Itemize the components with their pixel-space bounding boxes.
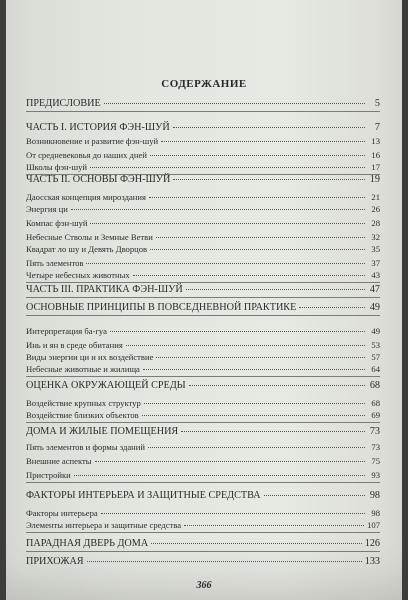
section-divider [26, 111, 380, 112]
toc-entry [26, 508, 380, 518]
toc-entry [26, 470, 380, 480]
toc-entry [26, 270, 380, 280]
toc-entry-page: 43 [371, 270, 380, 280]
toc-entry-page: 7 [374, 122, 380, 133]
dot-leader [143, 369, 365, 370]
dot-leader [144, 403, 365, 404]
dot-leader [110, 331, 365, 332]
toc-entry [26, 456, 380, 466]
toc-entry-title: ПРЕДИСЛОВИЕ [26, 98, 101, 109]
toc-entry-title: ДОМА И ЖИЛЫЕ ПОМЕЩЕНИЯ [26, 426, 179, 437]
toc-entry-page: 107 [367, 520, 380, 530]
toc-entry-page: 21 [371, 192, 380, 202]
toc-entry [26, 244, 380, 254]
toc-entry-page: 93 [371, 470, 380, 480]
section-divider [26, 532, 380, 533]
toc-entry-page: 17 [371, 162, 380, 172]
toc-entry [26, 232, 380, 242]
toc-entry [26, 284, 380, 295]
toc-entry-page: 28 [371, 218, 380, 228]
dot-leader [173, 127, 365, 128]
toc-entry [26, 426, 380, 437]
toc-entry-page: 19 [369, 174, 380, 185]
dot-leader [156, 237, 365, 238]
toc-entry-page: 68 [371, 398, 380, 408]
dot-leader [101, 513, 365, 514]
toc-entry-title: Квадрат ло шу и Девять Дворцов [26, 244, 148, 254]
toc-entry-page: 16 [371, 150, 380, 160]
section-divider [26, 482, 380, 483]
section-divider [26, 282, 380, 283]
toc-entry [26, 136, 380, 146]
dot-leader [161, 141, 365, 142]
toc-entry [26, 556, 380, 567]
toc-entry-title: Небесные Стволы и Земные Ветви [26, 232, 153, 242]
toc-entry-page: 53 [371, 340, 380, 350]
toc-entry-page: 73 [371, 442, 380, 452]
toc-entry-title: Элементы интерьера и защитные средства [26, 520, 182, 530]
toc-entry-page: 37 [371, 258, 380, 268]
toc-entry [26, 204, 380, 214]
dot-leader [151, 543, 362, 544]
toc-entry-title: ОЦЕНКА ОКРУЖАЮЩЕЙ СРЕДЫ [26, 380, 186, 391]
toc-entry-title: ЧАСТЬ I. ИСТОРИЯ ФЭН-ШУЙ [26, 122, 170, 133]
toc-entry-title: ПАРАДНАЯ ДВЕРЬ ДОМА [26, 538, 149, 549]
toc-entry-title: Воздействие близких объектов [26, 410, 139, 420]
toc-entry-title: ЧАСТЬ III. ПРАКТИКА ФЭН-ШУЙ [26, 284, 183, 295]
toc-entry [26, 442, 380, 452]
toc-entry [26, 98, 380, 109]
toc-entry-page: 126 [364, 538, 380, 549]
toc-entry-title: Пять элементов и формы зданий [26, 442, 145, 452]
toc-entry-title: Компас фэн-шуй [26, 218, 88, 228]
toc-entry-page: 73 [369, 426, 380, 437]
toc-entry-page: 35 [371, 244, 380, 254]
toc-entry-page: 57 [371, 352, 380, 362]
toc-entry [26, 398, 380, 408]
toc-entry-title: Энергия ци [26, 204, 68, 214]
dot-leader [90, 223, 365, 224]
dot-leader [104, 103, 365, 104]
dot-leader [149, 197, 365, 198]
dot-leader [299, 307, 365, 308]
dot-leader [264, 495, 365, 496]
dot-leader [148, 447, 365, 448]
toc-entry [26, 520, 380, 530]
dot-leader [150, 249, 365, 250]
dot-leader [186, 289, 365, 290]
toc-entry-title: Факторы интерьера [26, 508, 98, 518]
toc-entry-title: От средневековья до наших дней [26, 150, 147, 160]
dot-leader [86, 263, 365, 264]
dot-leader [189, 385, 365, 386]
toc-entry [26, 340, 380, 350]
toc-entry-title: ФАКТОРЫ ИНТЕРЬЕРА И ЗАЩИТНЫЕ СРЕДСТВА [26, 490, 261, 501]
toc-entry-title: Инь и ян в среде обитания [26, 340, 123, 350]
toc-entry [26, 174, 380, 185]
toc-entry-title: Пристройки [26, 470, 71, 480]
toc-entry [26, 302, 380, 313]
toc-entry [26, 410, 380, 420]
toc-entry [26, 162, 380, 172]
toc-entry-title: Школы фэн-шуй [26, 162, 88, 172]
dot-leader [87, 561, 362, 562]
toc-entry [26, 364, 380, 374]
toc-entry [26, 192, 380, 202]
book-page [6, 0, 402, 600]
toc-entry [26, 380, 380, 391]
toc-entry-title: Даосская концепция мироздания [26, 192, 146, 202]
section-divider [26, 376, 380, 377]
dot-leader [156, 357, 365, 358]
toc-entry-title: Внешние аспекты [26, 456, 92, 466]
toc-entry-title: Пять элементов [26, 258, 84, 268]
toc-entry [26, 218, 380, 228]
toc-entry [26, 490, 380, 501]
toc-entry [26, 122, 380, 133]
toc-entry-page: 26 [371, 204, 380, 214]
toc-entry-page: 68 [369, 380, 380, 391]
toc-entry-page: 49 [371, 326, 380, 336]
dot-leader [181, 431, 365, 432]
page-number: 366 [196, 580, 212, 591]
toc-entry-title: Интерпретация ба-гуа [26, 326, 107, 336]
toc-entry-page: 133 [364, 556, 380, 567]
dot-leader [95, 461, 365, 462]
dot-leader [173, 179, 365, 180]
toc-entry-page: 98 [371, 508, 380, 518]
toc-entry-page: 49 [369, 302, 380, 313]
toc-entry [26, 352, 380, 362]
toc-entry-title: Возникновение и развитие фэн-шуй [26, 136, 159, 146]
toc-entry-title: ПРИХОЖАЯ [26, 556, 84, 567]
toc-entry-title: ОСНОВНЫЕ ПРИНЦИПЫ В ПОВСЕДНЕВНОЙ ПРАКТИКЕ [26, 302, 297, 313]
section-divider [26, 551, 380, 552]
toc-entry-title: ЧАСТЬ II. ОСНОВЫ ФЭН-ШУЙ [26, 174, 171, 185]
toc-entry [26, 538, 380, 549]
dot-leader [142, 415, 365, 416]
toc-entry-page: 75 [371, 456, 380, 466]
dot-leader [126, 345, 365, 346]
toc-entry [26, 150, 380, 160]
toc-entry-page: 64 [371, 364, 380, 374]
toc-entry-title: Небесные животные и жилища [26, 364, 140, 374]
toc-entry-title: Воздействие крупных структур [26, 398, 141, 408]
dot-leader [71, 209, 365, 210]
toc-entry [26, 258, 380, 268]
toc-entry-page: 69 [371, 410, 380, 420]
toc-entry [26, 326, 380, 336]
toc-entry-title: Виды энергии ци и их воздействие [26, 352, 154, 362]
toc-entry-page: 98 [369, 490, 380, 501]
dot-leader [133, 275, 365, 276]
page-title: СОДЕРЖАНИЕ [161, 78, 247, 90]
section-divider [26, 297, 380, 298]
toc-entry-page: 5 [374, 98, 380, 109]
dot-leader [90, 167, 365, 168]
section-divider [26, 315, 380, 316]
dot-leader [150, 155, 365, 156]
toc-entry-page: 47 [369, 284, 380, 295]
toc-entry-title: Четыре небесных животных [26, 270, 130, 280]
toc-entry-page: 32 [371, 232, 380, 242]
toc-entry-page: 13 [371, 136, 380, 146]
section-divider [26, 422, 380, 423]
dot-leader [74, 475, 365, 476]
dot-leader [184, 525, 364, 526]
